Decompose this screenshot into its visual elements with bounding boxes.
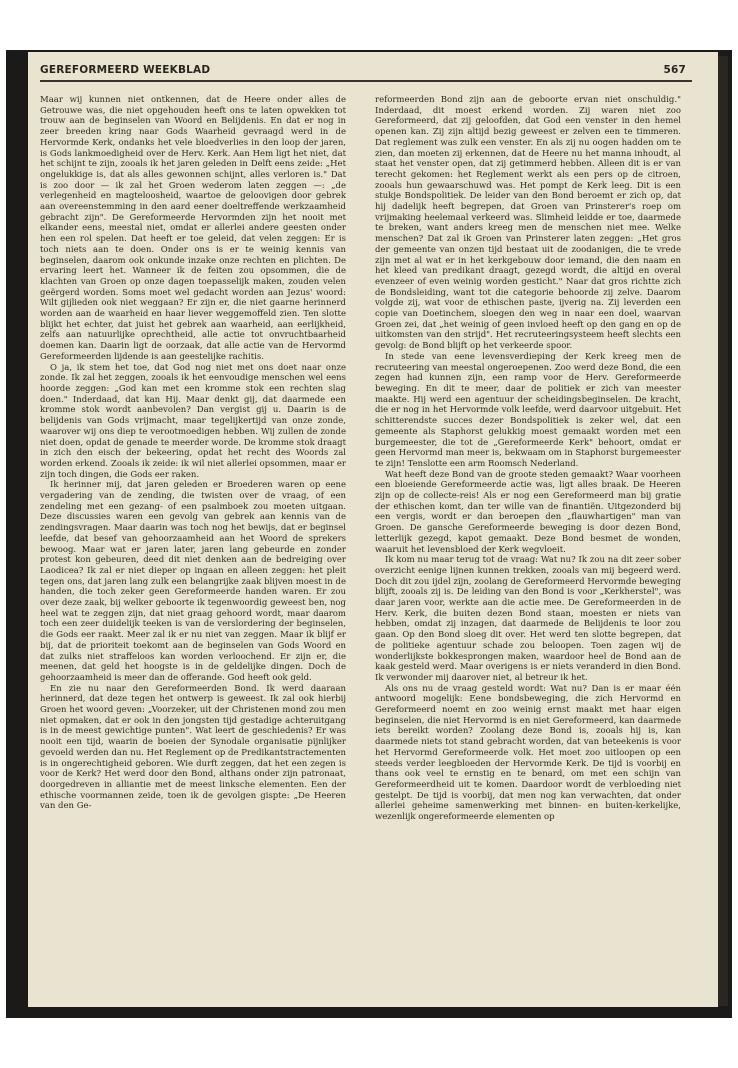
paragraph: Ik kom nu maar terug tot de vraag: Wat nu? Ik zou na dit zeer sober overzicht eenige lijnen kunnen trekken, zooals van mij begeerd werd. Doch dit zou ijdel zijn, zoolang de Gereformeerd Hervormde beweging blijft, zooals zij is. De leiding van den Bond is voor „Kerkherstel", was daar jaren voor, werkte aan die actie mee. De Gereformeerden in de Herv. Kerk, die buiten dezen Bond staan, moesten er niets van hebben, omdat zij inzagen, dat daarmede de Belijdenis te loor zou gaan. Op den Bond sloeg dit over. Het werd ten slotte begrepen, dat de politieke agentuur schade zou beloopen. Toen zagen wij de wonderlijkste bokkesprongen maken, waardoor heel de Bond aan de kaak gesteld werd. Maar overigens is er niets veranderd in dien Bond. Ik verwonder mij daarover niet, al betreur ik het.: [375, 555, 681, 683]
paragraph: En zie nu naar den Gereformeerden Bond. Ik werd daaraan herinnerd, dat deze tegen het ontwerp is geweest. Ik zal ook hierbij Groen het woord geven: „Voorzeker, uit der Christenen mond zou men niet opmaken, dat er ook in den jongsten tijd gestadige achteruitgang is in de meest gewichtige punten". Wat leert de geschiedenis? Er was nooit een tijd, waarin de boeien der Synodale organisatie pijnlijker gevoeld werden dan nu. Het Reglement op de Predikantstractementen is in ongerechtigheid geboren. Wie durft zeggen, dat het een zegen is voor de Kerk? Het werd door den Bond, althans onder zijn patronaat, doorgedreven in alliantie met de meest linksche elementen. Een der ethische voormannen zeide, toen ik de gevolgen gispte: „De Heeren van den Ge-: [40, 683, 346, 812]
page-number: 567: [663, 64, 686, 76]
paragraph: Ik herinner mij, dat jaren geleden er Broederen waren op eene vergadering van de zending, die twisten over de vraag, of een zendeling met een gezang- of een psalmboek zou moeten uitgaan. Deze discussies waren een gevolg van gebrek aan kennis van de zendingsvragen. Maar daarin was toch nog het bewijs, dat er beginsel leefde, dat besef van gehoorzaamheid aan het Woord de sprekers bewoog. Maar wat er jaren later, jaren lang gebeurde en zonder protest kon gebeuren, deed dit niet denken aan de bedreiging over Laodicea? Ik zal er niet dieper op ingaan en alleen zeggen: het pleit tegen ons, dat jaren lang zulk een belangrijke zaak blijven moest in de handen, die toch zeker geen Gereformeerde handen waren. Er zou over deze zaak, bij welker geboorte ik tegenwoordig geweest ben, nog heel wat te zeggen zijn, dat niet graag gehoord wordt, maar daarom toch een zeer duidelijk teeken is van de verslordering der beginselen, die Gods eer raakt. Meer zal ik er nu niet van zeggen. Maar ik blijf er bij, dat de prioriteit toekomt aan de beginselen van Gods Woord en dat zulks niet straffeloos kan worden verloochend. Er zijn er, die meenen, dat geld het hoogste is in de geldelijke dingen. Doch de gehoorzaamheid is meer dan de offerande. God heeft ook geld.: [40, 480, 346, 683]
paragraph: Maar wij kunnen niet ontkennen, dat de Heere onder alles de Getrouwe was, die niet opgehouden heeft ons te laten opwekken tot trouw aan de beginselen van Woord en Belijdenis. En dat er nog in zeer breeden kring naar Gods Waarheid gevraagd werd in de Hervormde Kerk, ondanks het vele bloedverlies in den loop der jaren, is Gods lankmoedigheid over de Herv. Kerk. Aan Hem ligt het niet, dat het schijnt te zijn, zooals ik het jaren geleden in Delft eens zeide: „Het ongelukkige is, dat als alles gewonnen schijnt, alles verloren is." Dat is zoo door — ik zal het Groen wederom laten zeggen —: „de verlegenheid en magteloosheid, waartoe de geloovigen door gebrek aan overeenstemming in den aard eener doeltreffende werkzaamheid gebracht zijn". De Gereformeerde Hervormden zijn het nooit met elkander eens, meestal niet, omdat er allerlei andere geesten onder hen een rol spelen. Dat heeft er toe geleid, dat velen zeggen: Er is toch niets aan te doen. Onder ons is er te weinig kennis van beginselen, daarom ook onkunde inzake onze rechten en plichten. De ervaring leert het. Wanneer ik de feiten zou opsommen, die de klachten van Groen op onze dagen toepasselijk maken, zouden velen geërgerd worden. Soms moet wel gedacht worden aan Jezus' woord: Wilt gijlieden ook niet weggaan? Er zijn er, die niet gaarne herinnerd worden aan de waarheid en haar liever weggemoffeld zien. Ten slotte blijkt het echter, dat juist het gebrek aan waarheid, aan eerlijkheid, zelfs aan natuurlijke oprechtheid, alle actie tot onvruchtbaarheid doemen kan. Daarin ligt de oorzaak, dat alle actie van de Hervormd Gereformeerden lijdende is aan geestelijke rachitis.: [40, 95, 346, 362]
paragraph: In stede van eene levensverdieping der Kerk kreeg men de recruteering van meestal ongeroepenen. Zoo werd deze Bond, die een zegen had kunnen zijn, een ramp voor de Herv. Gereformeerde beweging. En dit te meer, daar de politiek er zich van meester maakte. Hij werd een agentuur der scheidingsbeginselen. De kracht, die er nog in het Hervormde volk leefde, werd daarvoor uitgebuit. Het schitterendste succes dezer Bondspolitiek is zeker wel, dat een gemeente als Staphorst gelukkig moest gemaakt worden met een burgemeester, die tot de „Gereformeerde Kerk" behoort, omdat er geen Hervormd man meer is, bekwaam om in Staphorst burgemeester te zijn! Tenslotte een arm Roomsch Nederland.: [375, 351, 681, 469]
running-header: [40, 62, 692, 78]
right-column: [375, 95, 681, 1000]
header-rule: [40, 80, 692, 82]
paragraph: O ja, ik stem het toe, dat God nog niet met ons doet naar onze zonde. Ik zal het zeggen, zooals ik het eenvoudige menschen wel eens hoorde zeggen: „God kan met een kromme stok een rechten slag doen." Inderdaad, dat kan Hij. Maar denkt gij, dat daarmede een kromme stok wordt aanbevolen? Dan vergist gij u. Daarin is de belijdenis van Gods vrijmacht, maar tegelijkertijd van onze zonde, waarover wij ons diep te verootmoedigen hebben. Wij zullen de zonde niet doen, opdat de genade te meerder worde. De kromme stok draagt in zich den eisch der bekeering, opdat het recht des Woords zal worden erkend. Zooals ik zeide: ik wil niet allerlei opsommen, maar er zijn toch dingen, die Gods eer raken.: [40, 362, 346, 480]
book-binding-edge: [718, 56, 728, 1006]
paragraph: Wat heeft deze Bond van de groote steden gemaakt? Waar voorheen een bloeiende Gereformeerde actie was, ligt alles braak. De Heeren zijn op de collecte-reis! Als er nog een Gereformeerd man bij gratie der ethischen komt, dan ter wille van de finantiën. Uitgezonderd bij een vergis, wordt er dan beroepen den „flauwhartigen" man van Groen. De gansche Gereformeerde beweging is door dezen Bond, letterlijk gezegd, kapot gemaakt. Deze Bond besmet de wonden, waaruit het levensbloed der Kerk wegvloeit.: [375, 469, 681, 555]
journal-title: GEREFORMEERD WEEKBLAD: [40, 64, 211, 76]
paragraph: reformeerden Bond zijn aan de geboorte ervan niet onschuldig." Inderdaad, dit moest erkend worden. Zij waren niet zoo Gereformeerd, dat zij geloofden, dat God een venster in den hemel openen kan. Zij zijn altijd bezig geweest er zelven een te timmeren. Dat reglement was zulk een venster. En als zij nu oogen hadden om te zien, dan moeten zij erkennen, dat de Heere nu het manna inhoudt, al staat het venster open, dat zij getimmerd hebben. Alleen dit is er van terecht gekomen: het Reglement werkt als een pers op de citroen, zooals hun gewaarschuwd was. Het pompt de Kerk leeg. Dit is een stukje Bondspolitiek. De leider van den Bond beroemt er zich op, dat hij dadelijk heeft begrepen, dat Groen van Prinsterer's roep om vrijmaking heelemaal verkeerd was. Slimheid leidde er toe, daarmede te breken, want anders kreeg men de menschen niet mee. Welke menschen? Dat zal ik Groen van Prinsterer laten zeggen: „Het gros der gemeente van onzen tijd bestaat uit de zoodanigen, die te vrede zijn met al wat er in het kerkgebouw door iemand, die den naam en het kleed van predikant draagt, gezegd wordt, die altijd en overal evenzeer of even weinig worden gesticht." Naar dat gros richtte zich de Bondsleiding, want tot die categorie behoorde zij zelve. Daarom volgde zij, wat voor de ethischen paste, ijverig na. Zij leverden een copie van Doetinchem, sloegen den weg in naar een doel, waarvan Groen zei, dat „het weinig of geen invloed heeft op den gang en op de uitkomsten van den strijd". Het recruteeringsysteem heeft slechts een gevolg: de Bond blijft op het verkeerde spoor.: [375, 95, 681, 352]
paragraph: Als ons nu de vraag gesteld wordt: Wat nu? Dan is er maar één antwoord mogelijk: Eene bondsbeweging, die zich Hervormd en Gereformeerd noemt en zoo weinig ernst maakt met haar eigen beginselen, die niet Hervormd is en niet Gereformeerd, kan daarmede iets bereikt worden? Zoolang deze Bond is, zooals hij is, kan daarmede niets tot stand gebracht worden, dat van beteekenis is voor het Hervormd Gereformeerde volk. Het moet zoo uitloopen op een steeds verder leegbloeden der Hervormde Kerk. De tijd is voorbij en thans ook veel te ernstig en te benard, om met een schijn van Gereformeerdheid uit te komen. Daardoor wordt de verbloeding niet gestelpt. De tijd is voorbij, dat men nog kan verwachten, dat onder allerlei geheime samenwerking met binnen- en buiten-kerkelijke, wezenlijk ongereformeerde elementen op: [375, 683, 681, 823]
left-column: [40, 95, 346, 1000]
